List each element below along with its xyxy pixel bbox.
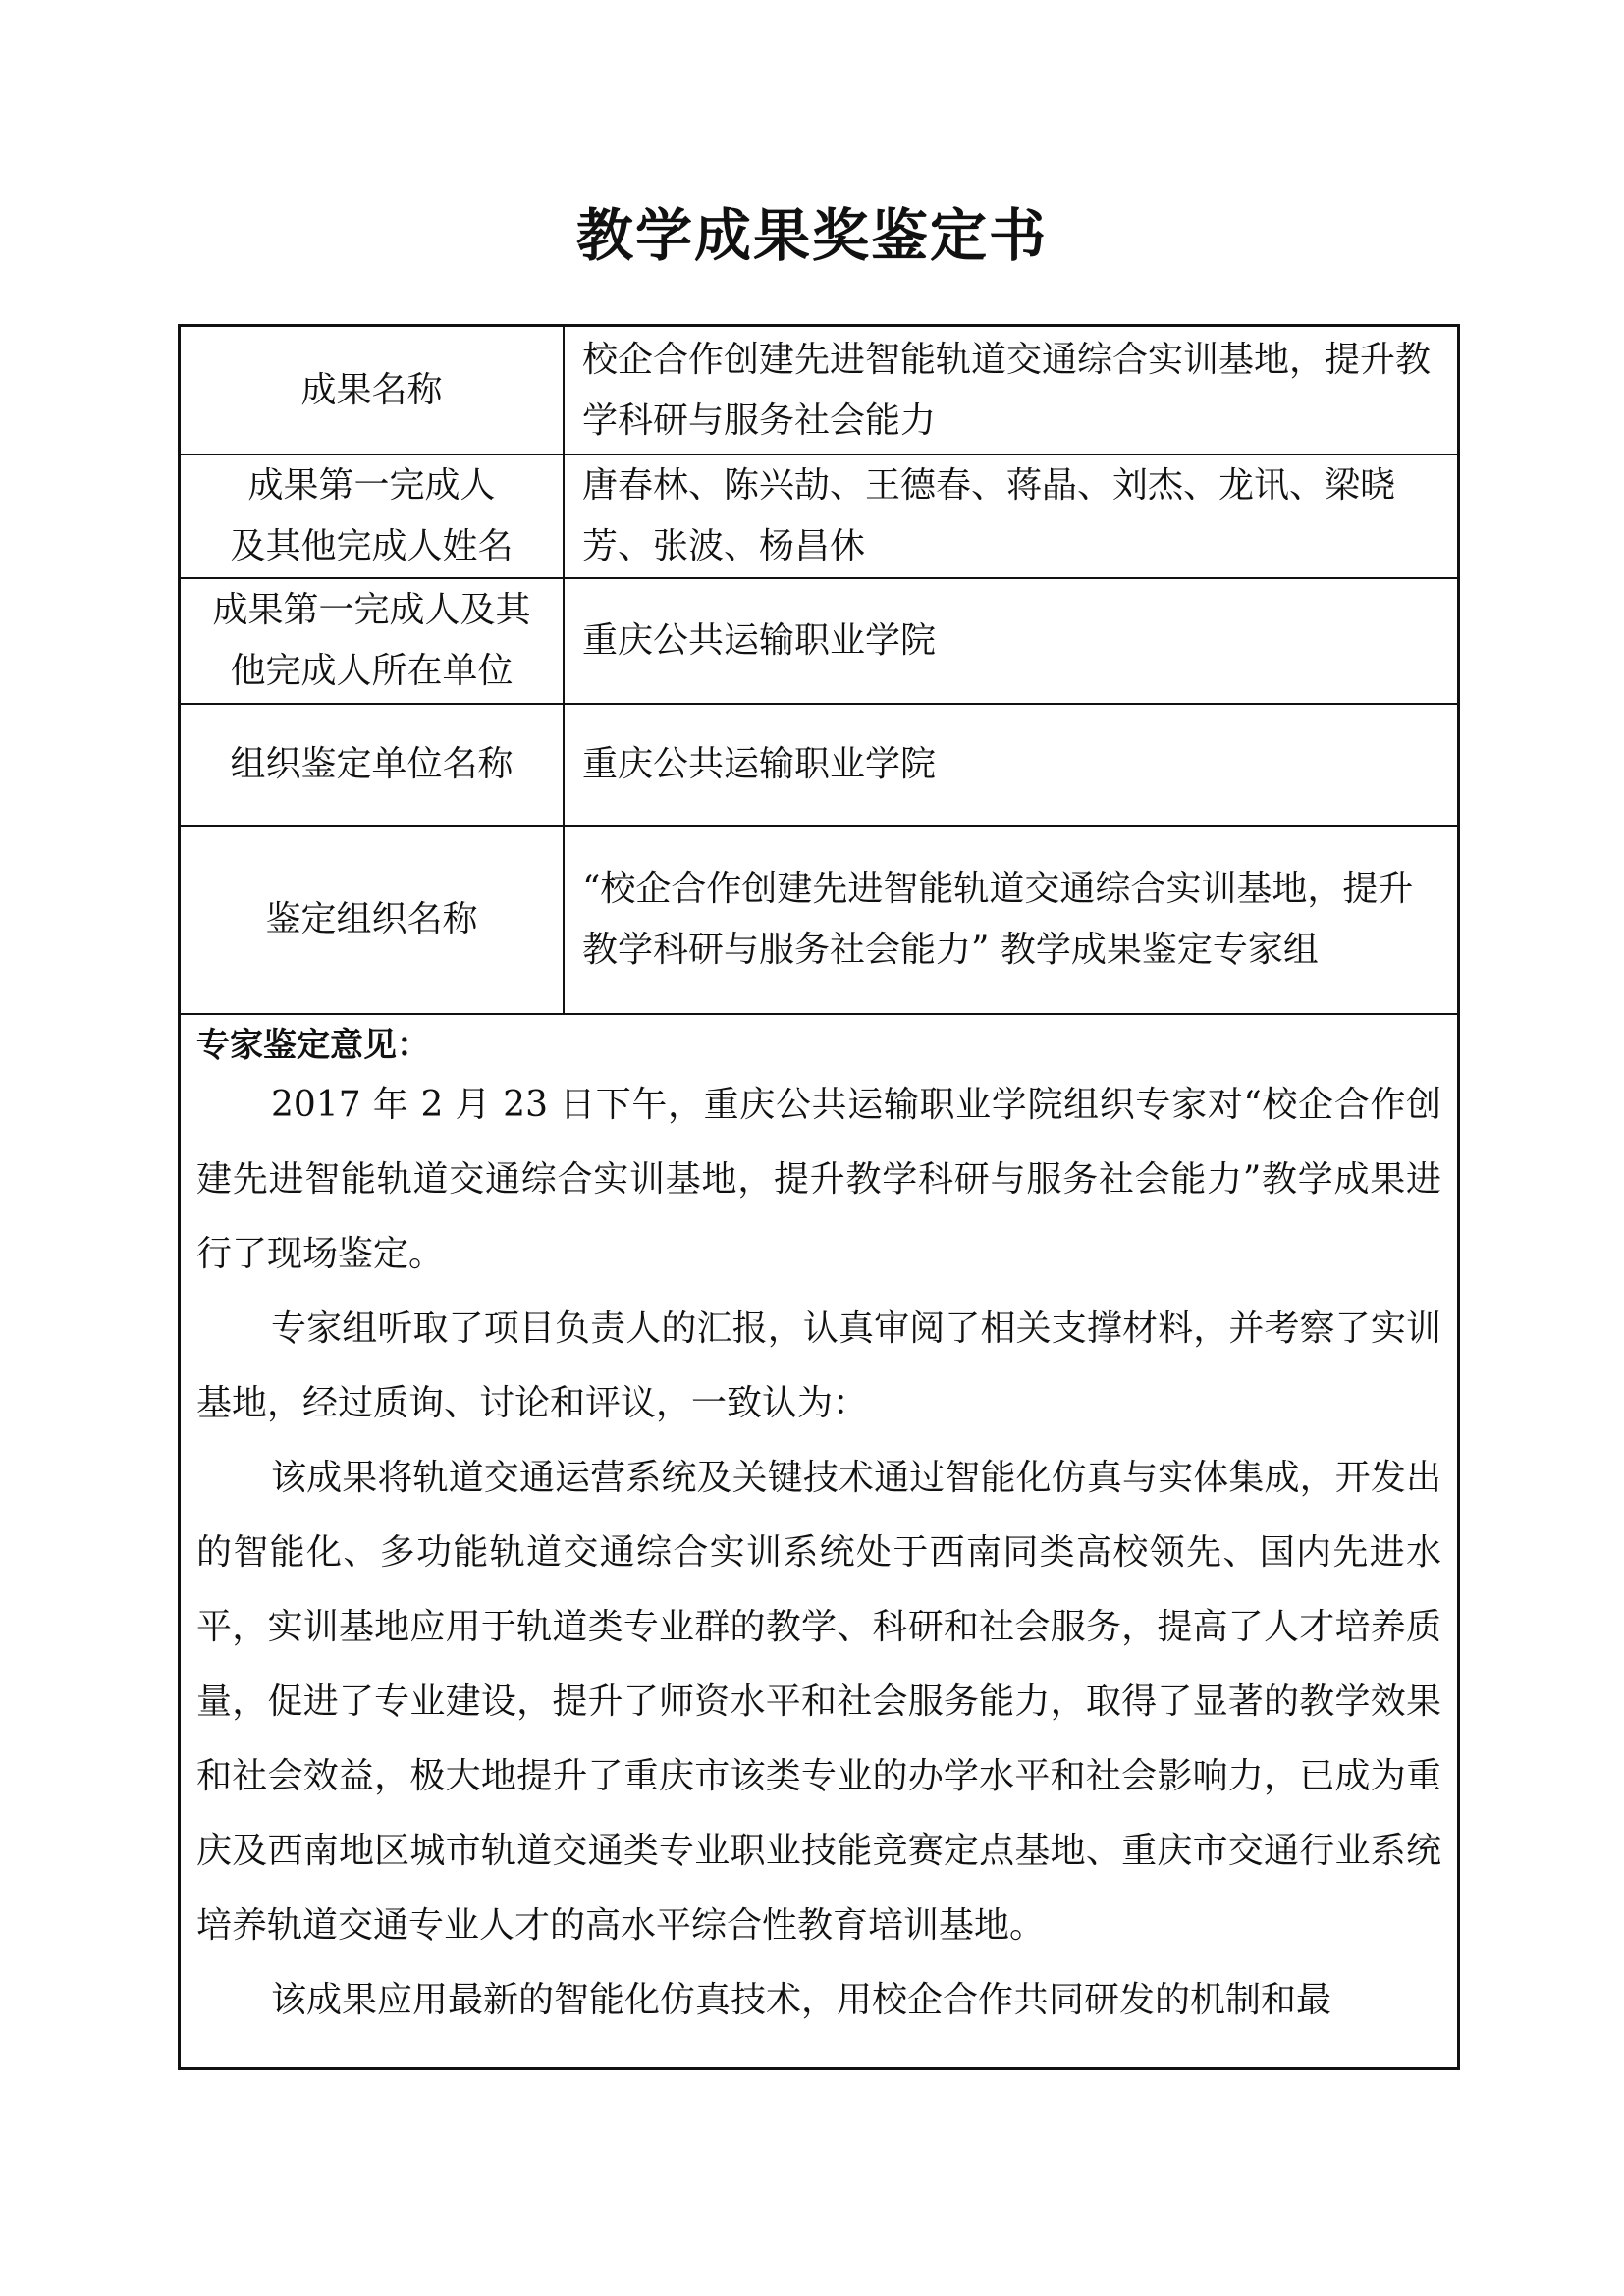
opinion-paragraph: 该成果应用最新的智能化仿真技术，用校企合作共同研发的机制和最: [271, 1980, 1332, 2020]
row-label-appraisal-group: 鉴定组织名称: [181, 826, 564, 1014]
table-row: [181, 826, 1457, 1014]
table-row: [181, 327, 1457, 454]
appraisal-form: [178, 324, 1460, 2070]
opinion-paragraph: 2017 年 2 月 23 日下午，重庆公共运输职业学院组织专家对“校企合作创建先进智能轨道交通综合实训基地，提升教学科研与服务社会能力”教学成果进行了现场鉴定。: [196, 1085, 1441, 1274]
row-label-contributor-unit: 成果第一完成人及其 他完成人所在单位: [181, 578, 564, 704]
row-value-achievement-name: 校企合作创建先进智能轨道交通综合实训基地，提升教学科研与服务社会能力: [564, 327, 1457, 454]
row-label-achievement-name: 成果名称: [181, 327, 564, 454]
table-row: [181, 704, 1457, 826]
row-value-appraisal-group: “校企合作创建先进智能轨道交通综合实训基地，提升教学科研与服务社会能力” 教学成果鉴定专家组: [564, 826, 1457, 1014]
row-value-contributor-unit: 重庆公共运输职业学院: [564, 578, 1457, 704]
expert-opinion-heading: 专家鉴定意见：: [196, 1026, 430, 1065]
opinion-paragraph: 专家组听取了项目负责人的汇报，认真审阅了相关支撑材料，并考察了实训基地，经过质询、讨论和评议，一致认为：: [196, 1308, 1441, 1423]
info-table: [181, 327, 1457, 1015]
row-value-contributors: 唐春林、陈兴劼、王德春、蒋晶、刘杰、龙讯、梁晓芳、张波、杨昌休: [564, 454, 1457, 578]
expert-opinion-section: [181, 1015, 1457, 2038]
row-value-organizing-unit: 重庆公共运输职业学院: [564, 704, 1457, 826]
opinion-paragraph: 该成果将轨道交通运营系统及关键技术通过智能化仿真与实体集成，开发出的智能化、多功能轨道交通综合实训系统处于西南同类高校领先、国内先进水平，实训基地应用于轨道类专业群的教学、科研和社会服务，提高了人才培养质量，促进了专业建设，提升了师资水平和社会服务能力，取得了显著的教学效果和社会效益，极大地提升了重庆市该类专业的办学水平和社会影响力，已成为重庆及西南地区城市轨道交通类专业职业技能竞赛定点基地、重庆市交通行业系统培养轨道交通专业人才的高水平综合性教育培训基地。: [196, 1458, 1441, 1946]
row-label-contributors: 成果第一完成人 及其他完成人姓名: [181, 454, 564, 578]
table-row: [181, 578, 1457, 704]
document-title: 教学成果奖鉴定书: [575, 202, 1048, 269]
table-row: [181, 454, 1457, 578]
row-label-organizing-unit: 组织鉴定单位名称: [181, 704, 564, 826]
